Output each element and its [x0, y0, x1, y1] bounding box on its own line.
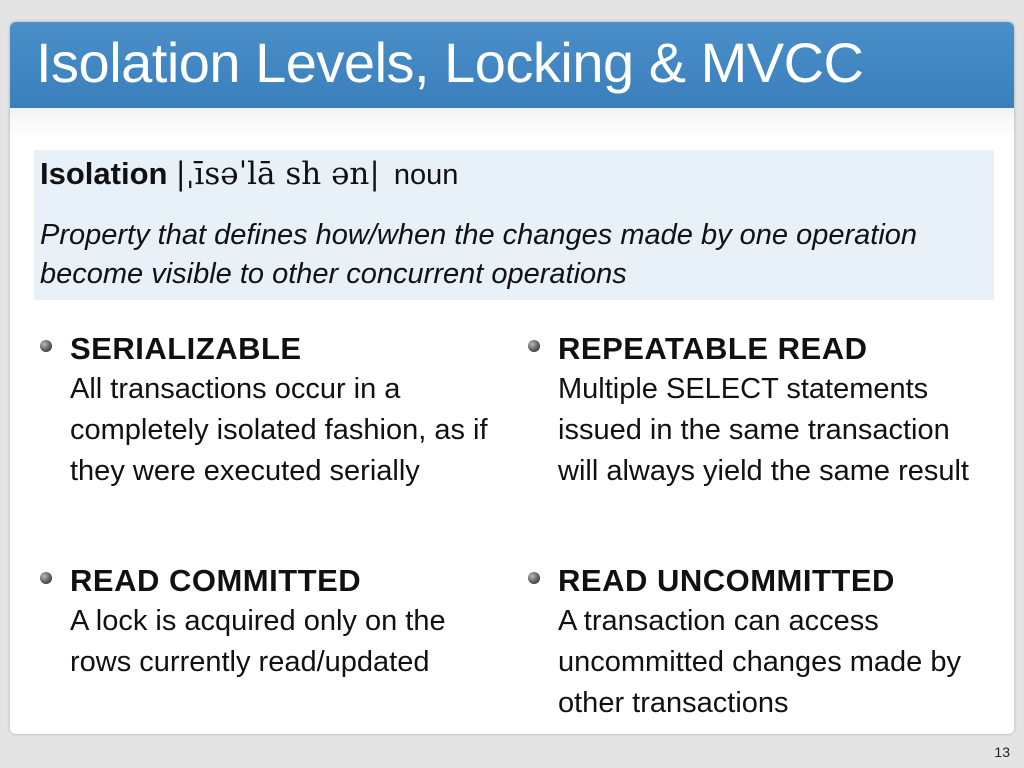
level-serializable	[70, 328, 510, 492]
definition-text: Property that defines how/when the changes made by one operation become visible to other concurrent operations	[40, 219, 918, 290]
bullet-icon	[528, 572, 540, 584]
level-name: SERIALIZABLE	[70, 331, 302, 366]
level-read-committed	[70, 560, 510, 683]
page-number: 13	[994, 744, 1010, 760]
level-description: All transactions occur in a completely isolated fashion, as if they were executed serially	[70, 373, 488, 487]
definition-pronunciation: |ˌīsəˈlā sh ən|	[175, 156, 380, 192]
definition-box	[34, 150, 994, 300]
title-bar	[10, 22, 1014, 108]
level-name: READ UNCOMMITTED	[558, 563, 895, 598]
bullet-icon	[40, 340, 52, 352]
level-name: REPEATABLE READ	[558, 331, 868, 366]
definition-header	[40, 156, 458, 192]
level-description: Multiple SELECT statements issued in the same transaction will always yield the same result	[558, 373, 969, 487]
level-repeatable-read	[558, 328, 998, 492]
level-read-uncommitted	[558, 560, 998, 724]
bullet-icon	[40, 572, 52, 584]
bullet-icon	[528, 340, 540, 352]
level-description: A lock is acquired only on the rows currently read/updated	[70, 605, 446, 678]
level-description: A transaction can access uncommitted changes made by other transactions	[558, 605, 961, 719]
slide	[10, 22, 1014, 734]
level-name: READ COMMITTED	[70, 563, 362, 598]
slide-title: Isolation Levels, Locking & MVCC	[36, 31, 864, 94]
definition-term: Isolation	[40, 156, 168, 191]
definition-part-of-speech: noun	[393, 159, 459, 191]
title-underband	[10, 108, 1014, 138]
